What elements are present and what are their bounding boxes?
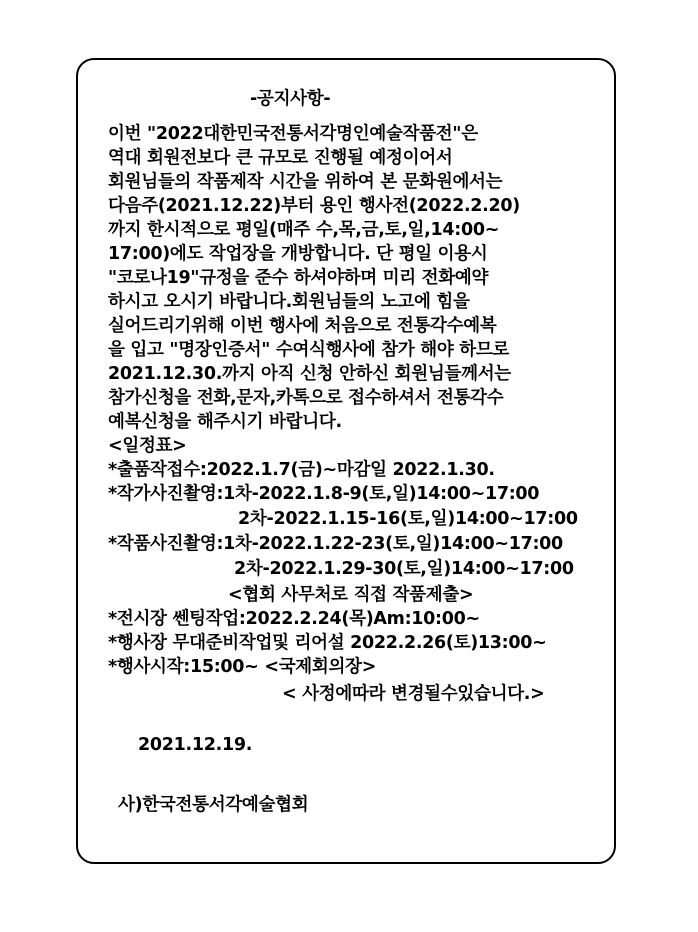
schedule-artist-photo-2: 2차-2022.1.15-16(토,일)14:00~17:00 xyxy=(238,509,578,529)
schedule-work-photo-2: 2차-2022.1.29-30(토,일)14:00~17:00 xyxy=(234,559,574,579)
body-line: 참가신청을 전화,문자,카톡으로 접수하셔서 전통각수 xyxy=(108,388,504,408)
body-line: 17:00)에도 작업장을 개방합니다. 단 평일 이용시 xyxy=(108,244,488,264)
schedule-exhibition-setting: *전시장 쎈팅작업:2022.2.24(목)Am:10:00~ xyxy=(108,609,480,629)
body-line: 실어드리기위해 이번 행사에 처음으로 전통각수예복 xyxy=(108,316,497,336)
schedule-stage-rehearsal: *행사장 무대준비작업및 리어설 2022.2.26(토)13:00~ xyxy=(108,633,547,653)
body-line: 역대 회원전보다 큰 규모로 진행될 예정이어서 xyxy=(108,148,453,168)
body-line: 까지 한시적으로 평일(매주 수,목,금,토,일,14:00~ xyxy=(108,220,500,240)
schedule-artist-photo-1: *작가사진촬영:1차-2022.1.8-9(토,일)14:00~17:00 xyxy=(108,484,540,504)
body-line: 하시고 오시기 바랍니다.회원님들의 노고에 힘을 xyxy=(108,292,470,312)
schedule-work-photo-note: <협회 사무처로 직접 작품제출> xyxy=(228,585,474,605)
body-line: 예복신청을 해주시기 바랍니다. xyxy=(108,412,342,432)
body-line: 다음주(2021.12.22)부터 용인 행사전(2022.2.20) xyxy=(108,196,520,216)
schedule-change-note: < 사정에따라 변경될수있습니다.> xyxy=(282,684,545,704)
body-line: 2021.12.30.까지 아직 신청 안하신 회원님들께서는 xyxy=(108,364,511,384)
organization-name: 사)한국전통서각예술협회 xyxy=(118,795,309,815)
notice-title: -공지사항- xyxy=(250,89,331,109)
body-line: "코로나19"규정을 준수 하셔야하며 미리 전화예약 xyxy=(108,268,489,288)
schedule-event-start: *행사시작:15:00~ <국제회의장> xyxy=(108,657,377,677)
schedule-heading: <일정표> xyxy=(108,436,187,456)
schedule-work-photo-1: *작품사진촬영:1차-2022.1.22-23(토,일)14:00~17:00 xyxy=(108,534,563,554)
body-line: 을 입고 "명장인증서" 수여식행사에 참가 해야 하므로 xyxy=(108,340,510,360)
body-line: 이번 "2022대한민국전통서각명인예술작품전"은 xyxy=(108,124,478,144)
body-line: 회원님들의 작품제작 시간을 위하여 본 문화원에서는 xyxy=(108,172,503,192)
notice-date: 2021.12.19. xyxy=(138,735,253,755)
schedule-submission: *출품작접수:2022.1.7(금)~마감일 2022.1.30. xyxy=(108,460,495,480)
